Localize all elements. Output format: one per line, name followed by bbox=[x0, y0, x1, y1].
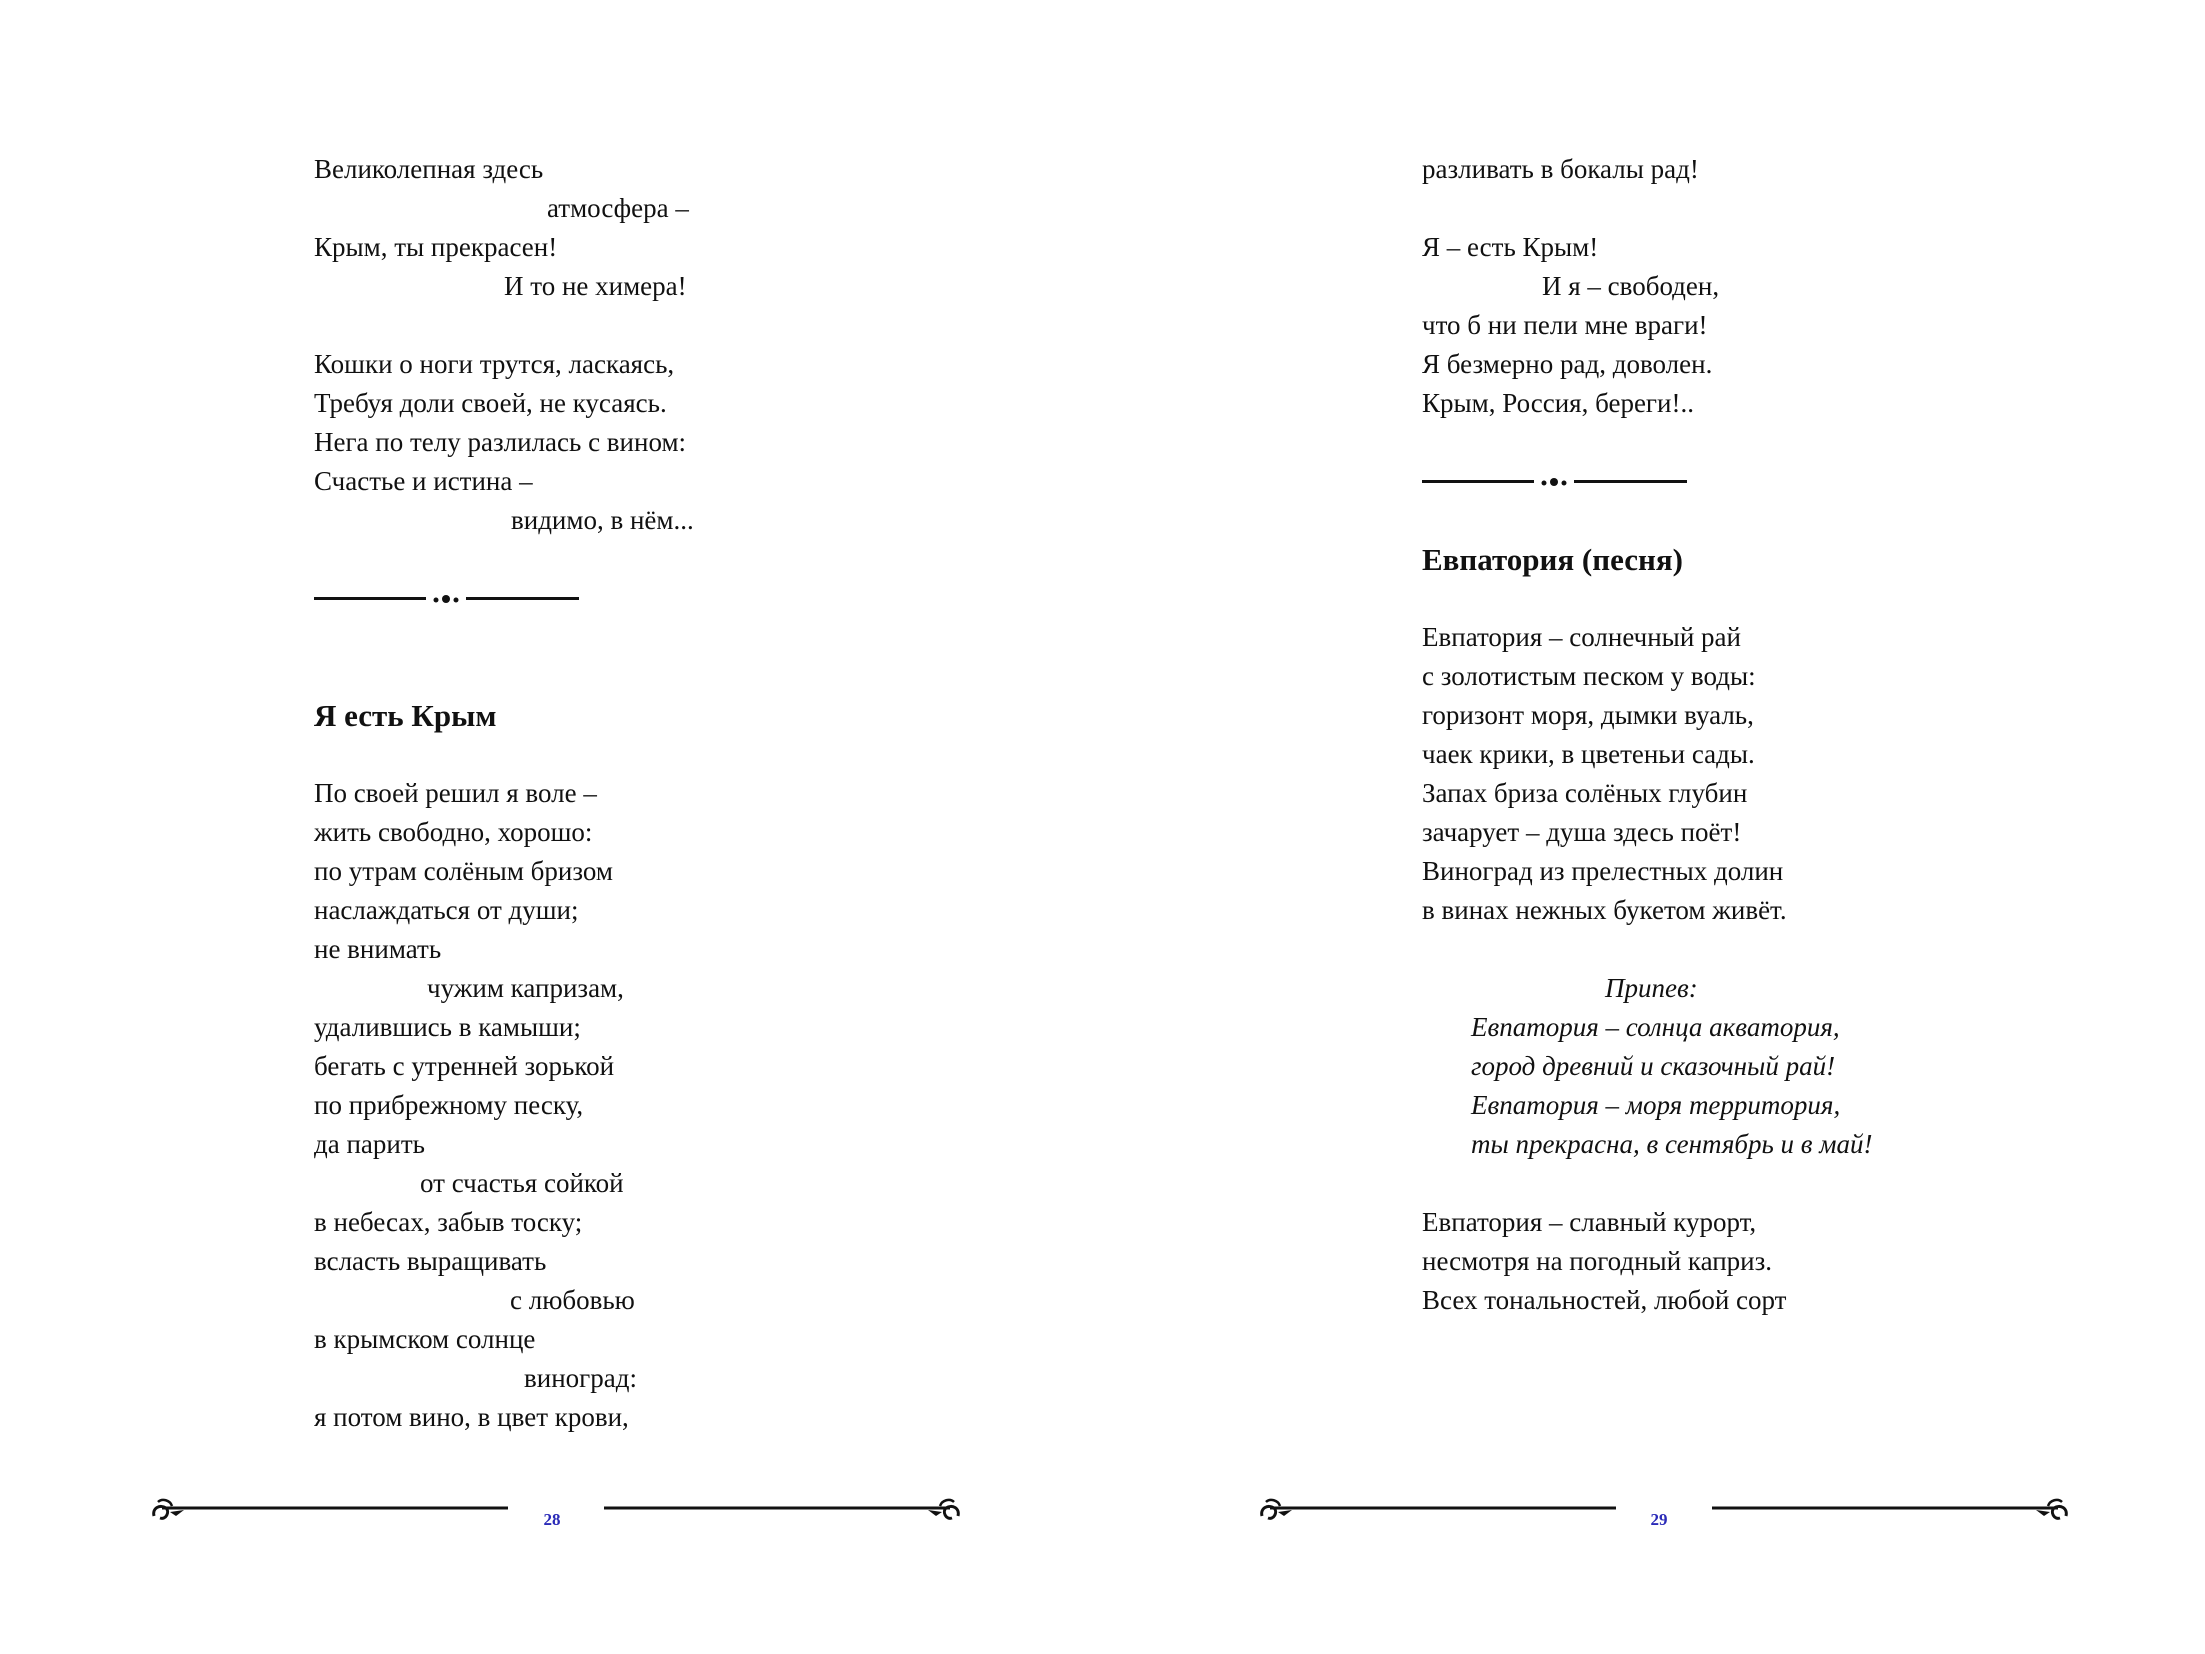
poem-line: Я безмерно рад, доволен. bbox=[1422, 349, 1713, 379]
poem-line: в крымском солнце bbox=[314, 1324, 536, 1354]
poem-line: жить свободно, хорошо: bbox=[314, 817, 593, 847]
poem-line: Счастье и истина – bbox=[314, 466, 533, 496]
poem-title: Евпатория (песня) bbox=[1422, 542, 1683, 577]
poem-line: с золотистым песком у воды: bbox=[1422, 661, 1756, 691]
poem-line: И я – свободен, bbox=[1542, 271, 1720, 301]
poem-line: чаек крики, в цветеньи сады. bbox=[1422, 739, 1755, 769]
chorus-line: город древний и сказочный рай! bbox=[1471, 1051, 1836, 1081]
poem-line: Требуя доли своей, не кусаясь. bbox=[314, 388, 667, 418]
poem-line: да парить bbox=[314, 1129, 425, 1159]
divider-dots-icon bbox=[1536, 476, 1574, 488]
poem-line: Крым, Россия, береги!.. bbox=[1422, 388, 1694, 418]
poem-line: Кошки о ноги трутся, ласкаясь, bbox=[314, 349, 675, 379]
poem-line: видимо, в нём... bbox=[511, 505, 694, 535]
chorus-label: Припев: bbox=[1605, 973, 1698, 1003]
page-number: 28 bbox=[543, 1510, 561, 1529]
poem-line: я потом вино, в цвет крови, bbox=[314, 1402, 629, 1432]
poem-line: атмосфера – bbox=[547, 193, 689, 223]
poem-line: в винах нежных букетом живёт. bbox=[1422, 895, 1787, 925]
chorus bbox=[1422, 969, 1942, 1164]
left-flourish-icon bbox=[1258, 1494, 1618, 1530]
title-gap bbox=[1422, 579, 1942, 618]
poem-line: Всех тональностей, любой сорт bbox=[1422, 1285, 1787, 1315]
poem-line: Великолепная здесь bbox=[314, 154, 544, 184]
right-flourish-icon bbox=[1710, 1494, 2070, 1530]
poem-line: Крым, ты прекрасен! bbox=[314, 232, 558, 262]
poem-line: наслаждаться от души; bbox=[314, 895, 579, 925]
poem-line: несмотря на погодный каприз. bbox=[1422, 1246, 1773, 1276]
poem-line: И то не химера! bbox=[504, 271, 687, 301]
poem-line: не внимать bbox=[314, 934, 442, 964]
poem-line: удалившись в камыши; bbox=[314, 1012, 581, 1042]
poem-line: в небесах, забыв тоску; bbox=[314, 1207, 583, 1237]
left-page bbox=[0, 0, 1102, 1654]
chorus-line: Евпатория – солнца акватория, bbox=[1471, 1012, 1840, 1042]
stanza-gap bbox=[1422, 1164, 1942, 1203]
chorus-line: ты прекрасна, в сентябрь и в май! bbox=[1471, 1129, 1873, 1159]
stanza-gap bbox=[314, 540, 734, 579]
right-page bbox=[1103, 0, 2205, 1654]
poem-line: Запах бриза солёных глубин bbox=[1422, 778, 1748, 808]
poem-line: разливать в бокалы рад! bbox=[1422, 154, 1699, 184]
poem-line: всласть выращивать bbox=[314, 1246, 547, 1276]
poem-line: Нега по телу разлилась с вином: bbox=[314, 427, 687, 457]
section-gap bbox=[1422, 501, 1942, 540]
right-flourish-icon bbox=[602, 1494, 962, 1530]
left-text-column bbox=[314, 150, 734, 1437]
poem-line: от счастья сойкой bbox=[420, 1168, 624, 1198]
section-gap bbox=[314, 618, 734, 696]
stanza-gap bbox=[1422, 189, 1942, 228]
stanza-gap bbox=[314, 306, 734, 345]
section-divider bbox=[1422, 462, 1687, 501]
left-flourish-icon bbox=[150, 1494, 510, 1530]
poem-line: по утрам солёным бризом bbox=[314, 856, 613, 886]
poem-line: горизонт моря, дымки вуаль, bbox=[1422, 700, 1754, 730]
poem-line: Виноград из прелестных долин bbox=[1422, 856, 1784, 886]
stanza-gap bbox=[1422, 423, 1942, 462]
divider-dots-icon bbox=[428, 593, 466, 605]
poem-line: что б ни пели мне враги! bbox=[1422, 310, 1708, 340]
section-divider bbox=[314, 579, 579, 618]
poem-title: Я есть Крым bbox=[314, 698, 497, 733]
page-number: 29 bbox=[1650, 1510, 1668, 1529]
poem-line: Я – есть Крым! bbox=[1422, 232, 1599, 262]
poem-line: По своей решил я воле – bbox=[314, 778, 597, 808]
poem-line: виноград: bbox=[524, 1363, 637, 1393]
poem-line: с любовью bbox=[510, 1285, 635, 1315]
stanza-gap bbox=[1422, 930, 1942, 969]
poem-line: по прибрежному песку, bbox=[314, 1090, 584, 1120]
poem-line: зачарует – душа здесь поёт! bbox=[1422, 817, 1742, 847]
poem-line: чужим капризам, bbox=[427, 973, 624, 1003]
poem-line: бегать с утренней зорькой bbox=[314, 1051, 615, 1081]
right-text-column bbox=[1422, 150, 1942, 1320]
title-gap bbox=[314, 735, 734, 774]
poem-line: Евпатория – солнечный рай bbox=[1422, 622, 1741, 652]
poem-line: Евпатория – славный курорт, bbox=[1422, 1207, 1757, 1237]
chorus-line: Евпатория – моря территория, bbox=[1471, 1090, 1841, 1120]
